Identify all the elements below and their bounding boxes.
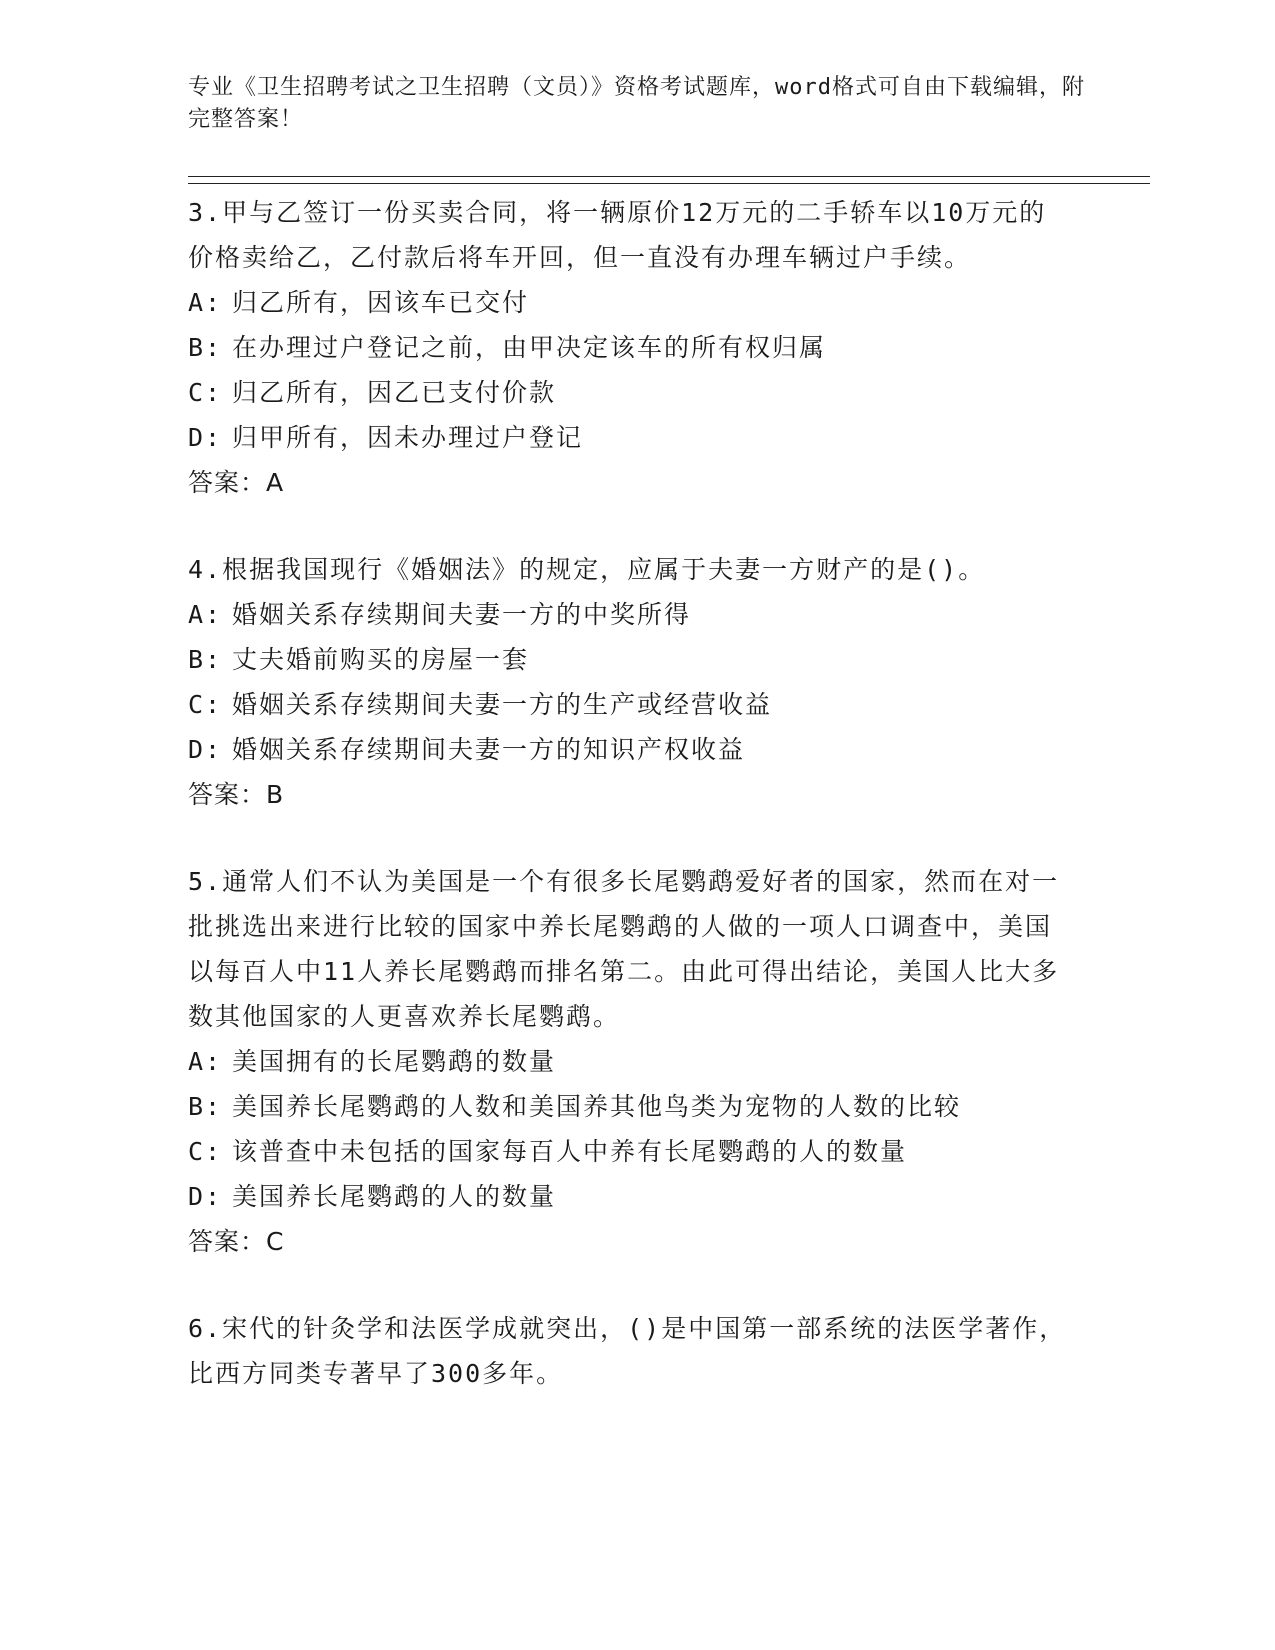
option-d [188,1174,1068,1219]
option-b [188,637,1068,682]
option-text: 美国养长尾鹦鹉的人的数量 [232,1182,557,1211]
question-6 [188,1306,1068,1396]
option-b [188,325,1068,370]
option-d [188,415,1068,460]
header-divider [188,176,1150,184]
question-5 [188,859,1068,1264]
option-letter: C: [188,378,223,407]
option-letter: C: [188,690,223,719]
option-text: 丈夫婚前购买的房屋一套 [232,645,530,674]
option-text: 归乙所有，因乙已支付价款 [232,378,557,407]
answer-line: 答案：A [188,468,285,497]
option-text: 婚姻关系存续期间夫妻一方的中奖所得 [232,600,692,629]
question-4 [188,547,1068,817]
option-letter: C: [188,1137,223,1166]
option-c [188,370,1068,415]
option-a [188,280,1068,325]
option-letter: A: [188,1047,223,1076]
question-text: 6.宋代的针灸学和法医学成就突出，()是中国第一部系统的法医学著作，比西方同类专著早了300多年。 [188,1314,1067,1388]
option-letter: D: [188,423,223,452]
option-letter: B: [188,333,223,362]
option-text: 该普查中未包括的国家每百人中养有长尾鹦鹉的人的数量 [232,1137,908,1166]
answer-line: 答案：B [188,780,285,809]
option-b [188,1084,1068,1129]
answer-line: 答案：C [188,1227,285,1256]
option-text: 归甲所有，因未办理过户登记 [232,423,584,452]
option-letter: A: [188,600,223,629]
option-text: 婚姻关系存续期间夫妻一方的知识产权收益 [232,735,746,764]
option-letter: B: [188,1092,223,1121]
question-3 [188,190,1068,505]
option-letter: B: [188,645,223,674]
option-text: 在办理过户登记之前，由甲决定该车的所有权归属 [232,333,827,362]
option-text: 婚姻关系存续期间夫妻一方的生产或经营收益 [232,690,773,719]
question-text: 4.根据我国现行《婚姻法》的规定，应属于夫妻一方财产的是()。 [188,555,986,584]
option-text: 美国养长尾鹦鹉的人数和美国养其他鸟类为宠物的人数的比较 [232,1092,962,1121]
option-a [188,592,1068,637]
option-letter: D: [188,1182,223,1211]
question-list [188,190,1068,1438]
document-header: 专业《卫生招聘考试之卫生招聘（文员）》资格考试题库，word格式可自由下载编辑，附完整答案！ [188,75,1085,132]
option-text: 美国拥有的长尾鹦鹉的数量 [232,1047,557,1076]
option-letter: A: [188,288,223,317]
option-a [188,1039,1068,1084]
option-d [188,727,1068,772]
option-c [188,682,1068,727]
option-c [188,1129,1068,1174]
question-text: 3.甲与乙签订一份买卖合同，将一辆原价12万元的二手轿车以10万元的价格卖给乙，乙付款后将车开回，但一直没有办理车辆过户手续。 [188,198,1047,272]
question-text: 5.通常人们不认为美国是一个有很多长尾鹦鹉爱好者的国家，然而在对一批挑选出来进行比较的国家中养长尾鹦鹉的人做的一项人口调查中，美国以每百人中11人养长尾鹦鹉而排名第二。由此可得出结论，美国人比大多数其他国家的人更喜欢养长尾鹦鹉。 [188,867,1060,1031]
option-text: 归乙所有，因该车已交付 [232,288,530,317]
option-letter: D: [188,735,223,764]
